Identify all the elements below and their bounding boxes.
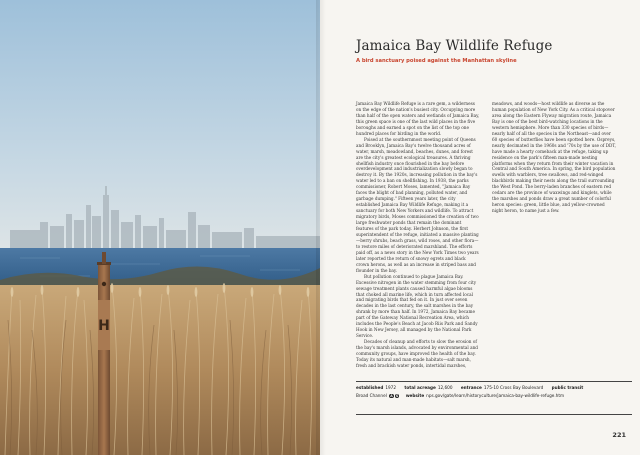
page-subtitle: A bird sanctuary poised against the Manhattan skyline	[356, 58, 517, 64]
established-label: established	[356, 385, 384, 390]
subway-line-s-icon: S	[395, 393, 399, 398]
acreage-label: total acreage	[404, 385, 436, 390]
acreage-value: 12,600	[437, 385, 453, 390]
info-bar	[356, 381, 632, 415]
info-line-1	[356, 384, 632, 392]
website-label: website	[405, 393, 425, 398]
birdhouse-post-icon	[97, 252, 111, 455]
page-number: 221	[612, 431, 626, 439]
article-paragraph: Decades of cleanup and efforts to slow the erosion of the bay's marsh islands, advocated by environmental and community groups, have improved the health of the bay. Today its natural and man-made habitats—salt marsh, fresh and brackish water ponds, intertidal marshes, meadows, and woods—host wildlife as diverse as the human population of New York City. As a critical stopover area along the Eastern Flyway migration route, Jamaica Bay is one of the best bird-watching locations in the western hemisphere. More than 330 species of birds—nearly half of all the species in the Northeast—and over 60 species of butterflies have been spotted here. Ospreys, nearly decimated in the 1960s and '70s by the use of DDT, have made a hearty comeback at the refuge, taking up residence on the park's fifteen man-made nesting platforms when they return from their winter vacation in Central and South America. In spring, the bird population swells with warblers, tree swallows, and red-winged blackbirds making their nests along the trail surrounding the West Pond. The berry-laden branches of eastern red cedars are the province of waxwings and kinglets, while the marshes and ponds draw a great number of colorful heron species: green, little blue, and yellow-crowned night heron, to name just a few.	[356, 101, 616, 368]
subway-line-a-icon: A	[390, 393, 393, 398]
article-paragraph: But pollution continued to plague Jamaica Bay. Excessive nitrogen in the water stemming from four city sewage treatment plants caused harmful algae blooms that choked all marine life, which in turn affected local and migrating birds that fed on it. In just over seven decades in the last century, the salt marshes in the bay shrank by more than half. In 1972, Jamaica Bay became part of the Gateway National Recreation Area, which includes the People's Beach at Jacob Riis Park and Sandy Hook in New Jersey, all managed by the National Park Service.	[356, 273, 478, 339]
website-link[interactable]: nps.gov/gate/learn/historyculture/jamaica-bay-wildlife-refuge.htm	[426, 393, 565, 398]
article-body	[356, 101, 616, 371]
article-page	[320, 0, 640, 455]
article-paragraph: Poised at the southernmost meeting point of Queens and Brooklyn, Jamaica Bay's twelve thousand acres of water, marsh, meadowland, beaches, dunes, and forest are the city's greatest ecological treasures. A thriving shellfish industry once flourished in the bay before overdevelopment and industrialization slowly began to destroy it. By the 1920s, increasing pollution in the bay's water led to a ban on shellfishing. In 1938, the parks commissioner, Robert Moses, lamented, "Jamaica Bay faces the blight of bad planning, polluted water, and garbage dumping." Fifteen years later, the city established Jamaica Bay Wildlife Refuge, making it a sanctuary for both New Yorkers and wildlife. To attract migratory birds, Moses commissioned the creation of two large freshwater ponds that remain the dominant features of the park today. Herbert Johnson, the first superintendent of the refuge, initiated a massive planting—berry shrubs, beach grass, wild roses, and other flora—to restore miles of deteriorated marshland. The efforts paid off, as a news story in the New York Times two years later reported the return of snowy egrets and black crown herons, as well as an increase in striped bass and flounder in the bay.	[356, 136, 479, 273]
transit-label: public transit	[551, 385, 584, 390]
info-line-2	[356, 392, 632, 400]
page-title: Jamaica Bay Wildlife Refuge	[356, 38, 553, 54]
sky	[0, 0, 320, 250]
svg-text:H: H	[98, 318, 110, 334]
transit-value: Broad Channel	[356, 393, 387, 398]
article-paragraph: Jamaica Bay Wildlife Refuge is a rare gem, a wilderness on the edge of the nation's busiest city. Occupying more than half of the open waters and wetlands of Jamaica Bay, this green space is one of the last wild places in the five boroughs and earned a spot on the list of the top one hundred places for birding in the world.	[356, 101, 480, 136]
entrance-value: 175-10 Cross Bay Boulevard	[483, 385, 544, 390]
entrance-label: entrance	[460, 385, 482, 390]
established-value: 1972	[385, 385, 397, 390]
